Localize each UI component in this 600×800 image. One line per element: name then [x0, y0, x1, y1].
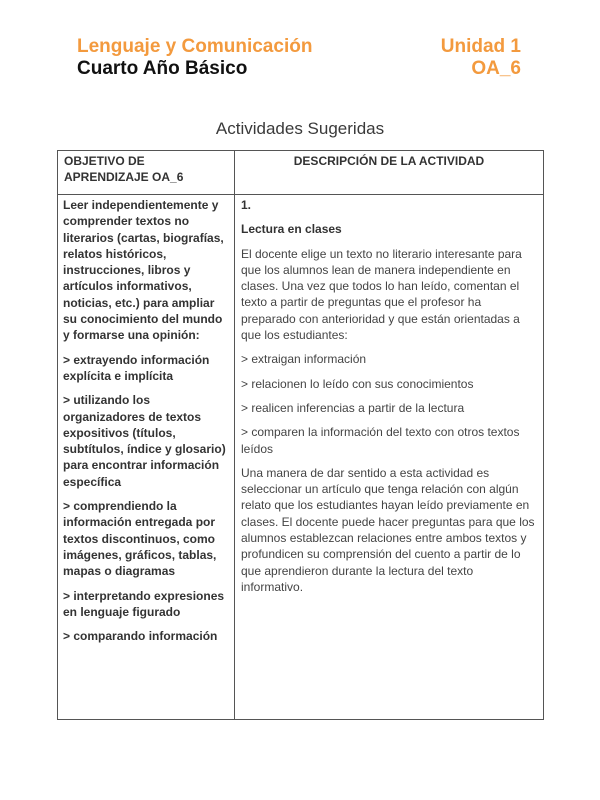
activity-cell [235, 195, 544, 720]
activities-table [57, 150, 544, 720]
objective-item: > comparando información [63, 629, 218, 644]
objective-item: > interpretando expresiones en lenguaje figurado [63, 588, 225, 619]
table-row [58, 195, 544, 720]
header-objective: OBJETIVO DE APRENDIZAJE OA_6 [58, 151, 235, 195]
table-header-row [58, 151, 544, 195]
unit-label: Unidad 1 [440, 36, 521, 57]
objective-item: > utilizando los organizadores de textos expositivos (títulos, subtítulos, índice y glosario) para encontrar información específica [63, 393, 226, 489]
objective-code: OA_6 [471, 58, 521, 79]
subject-title: Lenguaje y Comunicación [77, 36, 313, 57]
objective-item: > comprendiendo la información entregada por textos discontinuos, como imágenes, gráficos, tablas, mapas o diagramas [63, 499, 217, 579]
activity-item: > extraigan información [241, 352, 367, 367]
activity-item: > relacionen lo leído con sus conocimientos [241, 376, 474, 391]
objective-intro: Leer independientemente y comprender textos no literarios (cartas, biografías, relatos históricos, instrucciones, libros y artículos informativos, noticias, etc.) para ampliar su conocimiento del mundo y formarse una opinión: [63, 198, 224, 343]
activity-item: > realicen inferencias a partir de la lectura [241, 400, 465, 415]
section-title: Actividades Sugeridas [215, 119, 385, 138]
header-description: DESCRIPCIÓN DE LA ACTIVIDAD [235, 151, 544, 195]
activity-item: > comparen la información del texto con otros textos leídos [241, 425, 520, 456]
document-header-left [77, 36, 312, 80]
objective-cell [58, 195, 235, 720]
activity-closing: Una manera de dar sentido a esta actividad es seleccionar un artículo que tenga relación con algún relato que los estudiantes hayan leído previamente en clases. El docente puede hacer preguntas para que los alumnos establezcan relaciones entre ambos textos y profundicen su comprensión del cuento a partir de lo que aprendieron durante la lectura del texto informativo. [241, 465, 535, 594]
activity-number: 1. [241, 198, 252, 212]
document-header-right [441, 36, 521, 80]
activity-intro: El docente elige un texto no literario interesante para que los alumnos lean de manera independiente en clases. Una vez que todos lo han leído, comentan el texto a partir de preguntas que el profesor ha preparado con anterioridad y que están orientadas a que los estudiantes: [241, 246, 522, 343]
objective-item: > extrayendo información explícita e implícita [63, 352, 210, 383]
activity-title: Lectura en clases [241, 222, 342, 237]
grade-level: Cuarto Año Básico [77, 58, 248, 79]
